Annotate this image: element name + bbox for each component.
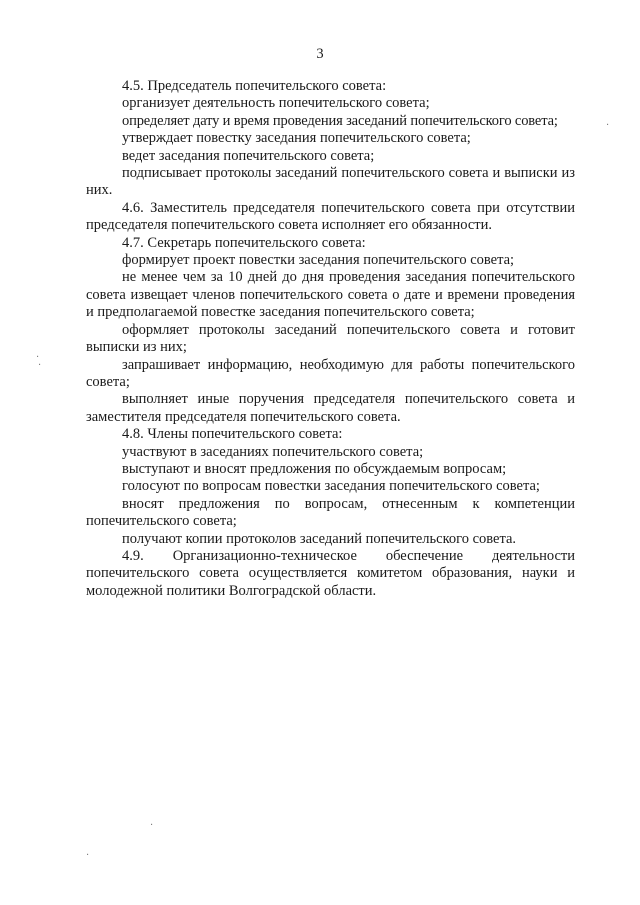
paragraph: выполняет иные поручения председателя попечительского совета и заместителя председателя попечительского совета. bbox=[86, 391, 575, 425]
section-4-6: 4.6. Заместитель председателя попечительского совета при отсутствии председателя попечительского совета исполняет его обязанности. bbox=[86, 199, 575, 234]
paragraph: вносят предложения по вопросам, отнесенным к компетенции попечительского совета; bbox=[86, 495, 575, 530]
section-4-8-heading: 4.8. Члены попечительского совета: bbox=[122, 426, 343, 443]
paragraph: голосуют по вопросам повестки заседания попечительского совета; bbox=[122, 478, 540, 495]
section-4-9: 4.9. Организационно-техническое обеспечение деятельности попечительского совета осуществляется комитетом образования, науки и молодежной политики Волгоградской области. bbox=[86, 547, 575, 599]
paragraph: подписывает протоколы заседаний попечительского совета и выписки из них. bbox=[86, 165, 575, 199]
scan-speck: · bbox=[36, 352, 40, 363]
scan-speck: · bbox=[86, 850, 90, 861]
paragraph: участвуют в заседаниях попечительского совета; bbox=[122, 443, 424, 460]
paragraph: оформляет протоколы заседаний попечительского совета и готовит выписки из них; bbox=[86, 321, 575, 356]
document-body bbox=[86, 78, 575, 600]
section-4-5-heading: 4.5. Председатель попечительского совета: bbox=[122, 78, 387, 94]
section-4-7-heading: 4.7. Секретарь попечительского совета: bbox=[122, 234, 366, 251]
paragraph: определяет дату и время проведения заседаний попечительского совета; bbox=[122, 112, 558, 129]
scan-speck: · bbox=[38, 360, 42, 371]
page-number: 3 bbox=[316, 46, 324, 62]
paragraph: утверждает повестку заседания попечительского совета; bbox=[122, 130, 471, 147]
scan-speck: · bbox=[150, 820, 154, 831]
paragraph: организует деятельность попечительского совета; bbox=[122, 95, 430, 112]
paragraph: запрашивает информацию, необходимую для работы попечительского совета; bbox=[86, 356, 575, 390]
scan-speck: · bbox=[606, 120, 610, 131]
paragraph: ведет заседания попечительского совета; bbox=[122, 147, 375, 164]
paragraph: формирует проект повестки заседания попечительского совета; bbox=[122, 252, 515, 269]
paragraph: не менее чем за 10 дней до дня проведения заседания попечительского совета извещает членов попечительского совета о дате и времени проведения и предполагаемой повестке заседания попечительского совета; bbox=[86, 269, 575, 321]
paragraph: выступают и вносят предложения по обсуждаемым вопросам; bbox=[122, 460, 507, 477]
paragraph: получают копии протоколов заседаний попечительского совета. bbox=[122, 530, 517, 547]
